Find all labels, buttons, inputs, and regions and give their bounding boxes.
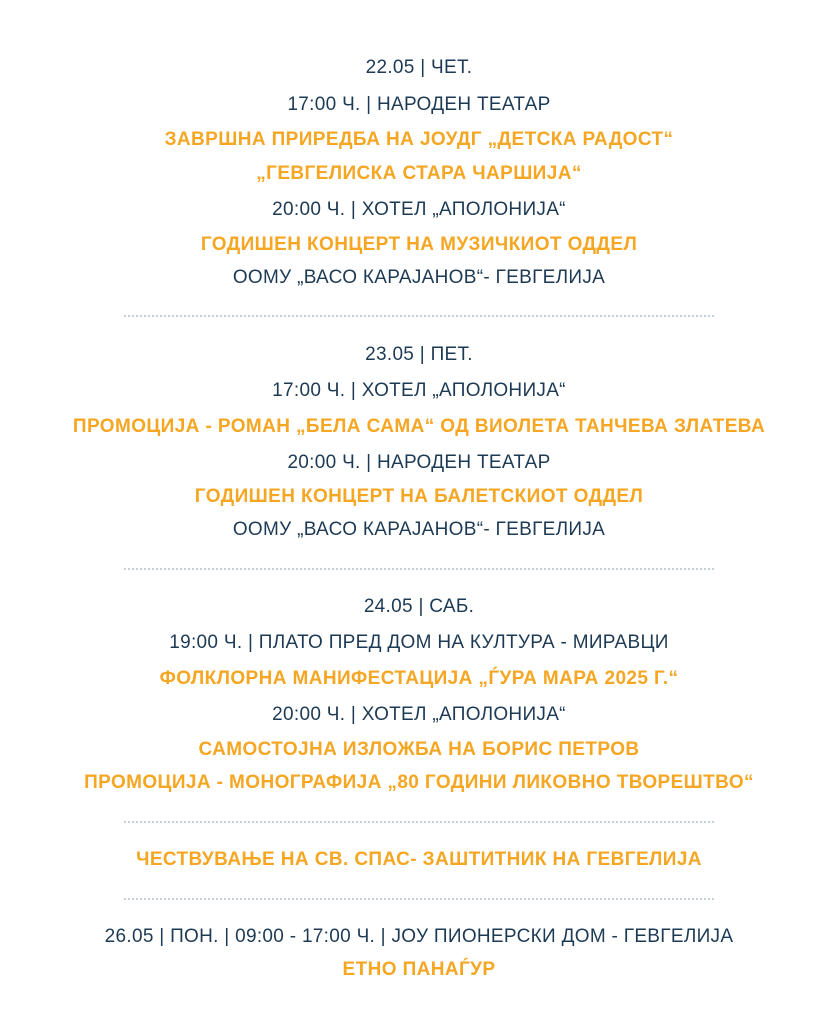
day-1-event-2-organizer: ООМУ „ВАСО КАРАЈАНОВ“- ГЕВГЕЛИЈА [232,267,606,288]
day-1-event-1-title-line-1: ЗАВРШНА ПРИРЕДБА НА ЈОУДГ „ДЕТСКА РАДОСТ“ [164,129,674,150]
day-5-date-time-venue: 26.05 | ПОН. | 09:00 - 17:00 Ч. | ЈОУ ПИОНЕРСКИ ДОМ - ГЕВГЕЛИЈА [104,926,734,947]
day-2-event-2-organizer: ООМУ „ВАСО КАРАЈАНОВ“- ГЕВГЕЛИЈА [232,519,606,540]
day-2-event-1-time-venue: 17:00 Ч. | ХОТЕЛ „АПОЛОНИЈА“ [272,380,566,401]
day-1-event-1-title-line-2: „ГЕВГЕЛИСКА СТАРА ЧАРШИЈА“ [256,163,582,184]
day-3-date: 24.05 | САБ. [363,596,475,617]
day-1-date: 22.05 | ЧЕТ. [365,57,473,78]
day-3-event-1-title: ФОЛКЛОРНА МАНИФЕСТАЦИЈА „ЃУРА МАРА 2025 Г.“ [159,668,679,689]
day-1-event-2-time-venue: 20:00 Ч. | ХОТЕЛ „АПОЛОНИЈА“ [272,199,566,220]
day-2-event-1-title: ПРОМОЦИЈА - РОМАН „БЕЛА САМА“ ОД ВИОЛЕТА ТАНЧЕВА ЗЛАТЕВА [72,416,766,437]
section-divider-4 [124,898,714,900]
day-2-event-2-title: ГОДИШЕН КОНЦЕРТ НА БАЛЕТСКИОТ ОДДЕЛ [194,486,644,507]
day-2-event-2-time-venue: 20:00 Ч. | НАРОДЕН ТЕАТАР [287,452,551,473]
day-3-event-2-time-venue: 20:00 Ч. | ХОТЕЛ „АПОЛОНИЈА“ [272,704,566,725]
section-divider-2 [124,568,714,570]
day-1-event-1-time-venue: 17:00 Ч. | НАРОДЕН ТЕАТАР [287,94,551,115]
day-1-event-2-title: ГОДИШЕН КОНЦЕРТ НА МУЗИЧКИОТ ОДДЕЛ [200,234,638,255]
special-event-title: ЧЕСТВУВАЊЕ НА СВ. СПАС- ЗАШТИТНИК НА ГЕВГЕЛИЈА [136,849,702,870]
section-divider-1 [124,315,714,317]
day-3-event-2-title-line-2: ПРОМОЦИЈА - МОНОГРАФИЈА „80 ГОДИНИ ЛИКОВНО ТВОРЕШТВО“ [84,772,754,793]
day-3-event-2-title-line-1: САМОСТОЈНА ИЗЛОЖБА НА БОРИС ПЕТРОВ [198,739,640,760]
day-3-event-1-time-venue: 19:00 Ч. | ПЛАТО ПРЕД ДОМ НА КУЛТУРА - МИРАВЦИ [169,632,669,653]
day-5-event-title: ЕТНО ПАНАЃУР [342,959,496,980]
section-divider-3 [124,821,714,823]
day-2-date: 23.05 | ПЕТ. [365,344,473,365]
